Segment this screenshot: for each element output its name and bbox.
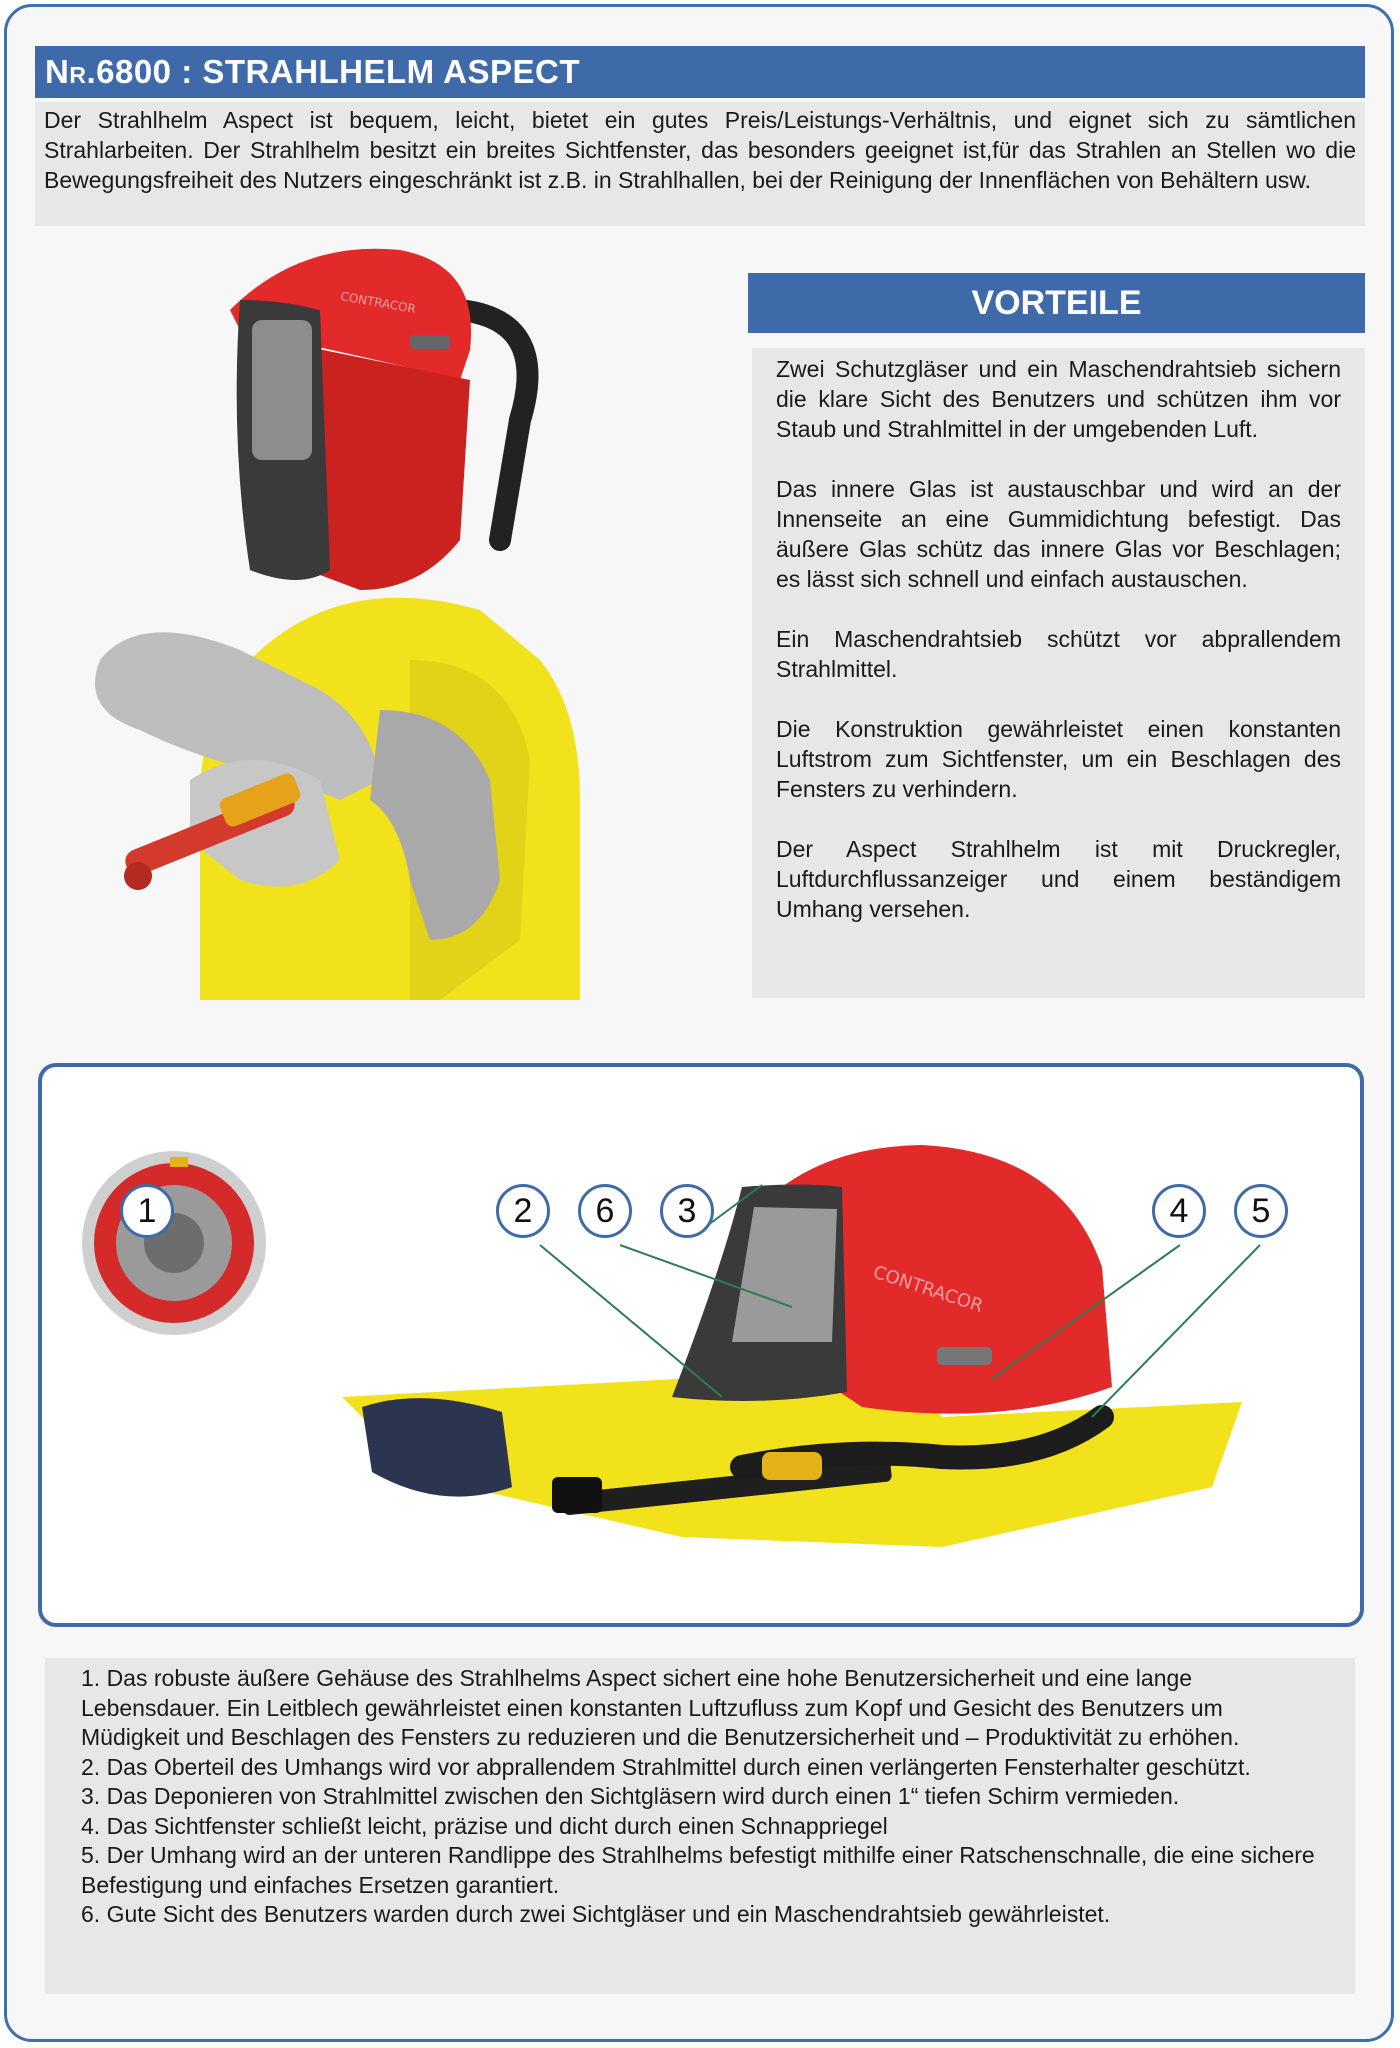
latch (410, 335, 450, 349)
helmet-brand-diagram: CONTRACOR (870, 1261, 986, 1318)
callout-3: 3 (660, 1184, 714, 1238)
diagram-illustration (42, 1067, 1360, 1623)
visor-mesh (252, 320, 312, 460)
leader-line-5 (1092, 1245, 1260, 1417)
feature-item: 5. Der Umhang wird an der unteren Randlippe des Strahlhelms befestigt mithilfe einer Ratschenschnalle, die eine sichere Befestigung und einfaches Ersetzen garantiert. (81, 1842, 1315, 1898)
feature-item: 1. Das robuste äußere Gehäuse des Strahlhelms Aspect sichert eine hohe Benutzersicherheit und eine lange Lebensdauer. Ein Leitblech gewährleistet einen konstanten Luftzufluss zum Kopf und Gesicht des Benutzers um Müdigkeit und Beschlagen des Fensters zu reduzieren und die Benutzersicherheit und – Produktivität zu erhöhen. (81, 1665, 1240, 1750)
vorteile-text-box (752, 348, 1365, 998)
vorteile-paragraph: Der Aspect Strahlhelm ist mit Druckregler, Luftdurchflussanzeiger und einem beständigem Umhang versehen. (776, 836, 1341, 922)
product-photo (80, 240, 700, 1000)
callout-4: 4 (1152, 1184, 1206, 1238)
feature-item: 4. Das Sichtfenster schließt leicht, präzise und dicht durch einen Schnappriegel (81, 1812, 888, 1839)
intro-text: Der Strahlhelm Aspect ist bequem, leicht, bietet ein gutes Preis/Leistungs-Verhältnis, und eignet sich zu sämtlichen Strahlarbeiten. Der Strahlhelm besitzt ein breites Sichtfenster, das besonders geeignet ist,für das Strahlen an Stellen wo die Bewegungsfreiheit des Nutzers eingeschränkt ist z.B. in Strahlhallen, bei der Reinigung der Innenflächen von Behältern usw. (35, 102, 1365, 226)
page-title (35, 46, 1365, 98)
helmet-diagram (38, 1063, 1364, 1627)
diagram-buckle (552, 1477, 602, 1513)
title-rest: 6800 : STRAHLHELM ASPECT (96, 53, 580, 90)
vorteile-heading: VORTEILE (748, 273, 1365, 333)
worker-illustration (80, 240, 700, 1000)
feature-item: 3. Das Deponieren von Strahlmittel zwischen den Sichtgläsern wird durch einen 1“ tiefen Schirm vermieden. (81, 1783, 1180, 1809)
vorteile-paragraph: Zwei Schutzgläser und ein Maschendrahtsieb sichern die klare Sicht des Benutzers und schützen ihm vor Staub und Strahlmittel in der umgebenden Luft. (776, 356, 1341, 442)
vorteile-paragraph: Die Konstruktion gewährleistet einen konstanten Luftstrom zum Sichtfenster, um ein Beschlagen des Fensters zu verhindern. (776, 716, 1341, 802)
callout-5: 5 (1234, 1184, 1288, 1238)
feature-item: 6. Gute Sicht des Benutzers warden durch zwei Sichtgläser und ein Maschendrahtsieb gewährleistet. (81, 1901, 1111, 1927)
vorteile-paragraph: Ein Maschendrahtsieb schützt vor abprallendem Strahlmittel. (776, 626, 1341, 682)
feature-item: 2. Das Oberteil des Umhangs wird vor abprallendem Strahlmittel durch einen verlängerten Fensterhalter geschützt. (81, 1753, 1251, 1780)
nozzle-tip (124, 862, 152, 890)
callout-2: 2 (496, 1184, 550, 1238)
title-prefix: Nr. (45, 53, 97, 90)
diagram-inner-cape (362, 1398, 512, 1497)
vorteile-paragraph: Das innere Glas ist austauschbar und wird an der Innenseite an eine Gummidichtung befestigt. Das äußere Glas schütz das innere Glas vor Beschlagen; es lässt sich schnell und einfach austauschen. (776, 476, 1341, 592)
leader-line-2 (540, 1245, 722, 1397)
callout-1: 1 (120, 1184, 174, 1238)
feature-list (45, 1658, 1355, 1994)
diagram-coupling (762, 1452, 822, 1480)
callout-6: 6 (578, 1184, 632, 1238)
interior-clip (170, 1157, 188, 1167)
diagram-latch (937, 1347, 992, 1365)
helmet-brand-photo: CONTRACOR (339, 289, 417, 317)
